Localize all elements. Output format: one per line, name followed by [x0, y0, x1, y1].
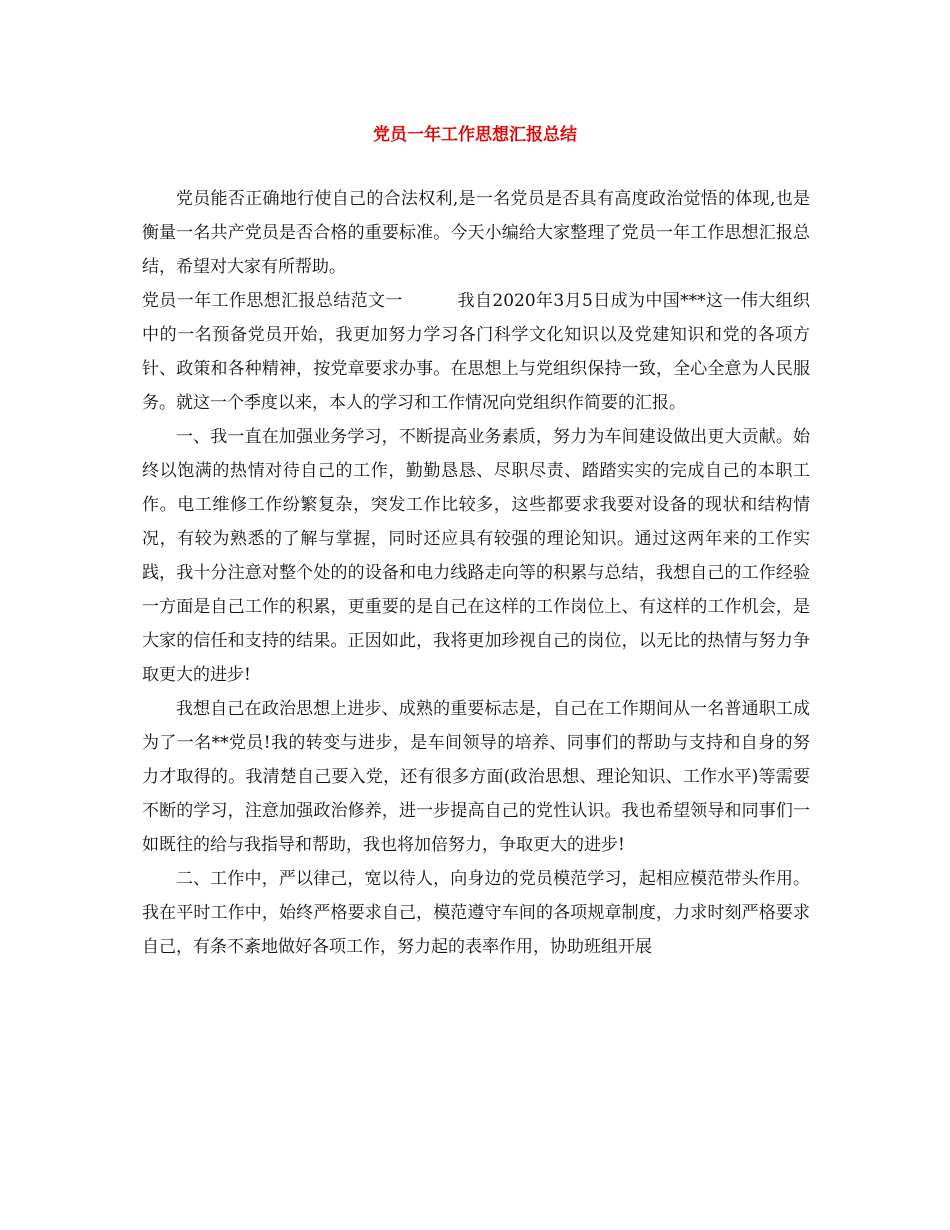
section-heading: 党员一年工作思想汇报总结范文一	[142, 291, 403, 311]
paragraph-3: 二、工作中，严以律己，宽以待人，向身边的党员模范学习，起相应模范带头作用。我在平时工作中，始终严格要求自己，模范遵守车间的各项规章制度，力求时刻严格要求自己，有条不紊地做好各项工作，努力起的表率作用，协助班组开展	[142, 869, 810, 957]
document-body	[142, 182, 810, 964]
document-title: 党员一年工作思想汇报总结	[373, 125, 577, 145]
section-first-paragraph: 我自2020年3月5日成为中国***这一伟大组织中的一名预备党员开始，我更加努力学习各门科学文化知识以及党建知识和党的各项方针、政策和各种精神，按党章要求办事。在思想上与党组织保持一致，全心全意为人民服务。就这一个季度以来，本人的学习和工作情况向党组织作简要的汇报。	[142, 291, 810, 413]
paragraph-2: 我想自己在政治思想上进步、成熟的重要标志是，自己在工作期间从一名普通职工成为了一名**党员!我的转变与进步，是车间领导的培养、同事们的帮助与支持和自身的努力才取得的。我清楚自己要入党，还有很多方面(政治思想、理论知识、工作水平)等需要不断的学习，注意加强政治修养，进一步提高自己的党性认识。我也希望领导和同事们一如既往的给与我指导和帮助，我也将加倍努力，争取更大的进步!	[142, 699, 810, 855]
section-paragraph	[142, 284, 810, 420]
intro-paragraph: 党员能否正确地行使自己的合法权利,是一名党员是否具有高度政治觉悟的体现,也是衡量一名共产党员是否合格的重要标准。今天小编给大家整理了党员一年工作思想汇报总结，希望对大家有所帮助。	[142, 189, 810, 277]
paragraph-1: 一、我一直在加强业务学习，不断提高业务素质，努力为车间建设做出更大贡献。始终以饱满的热情对待自己的工作，勤勤恳恳、尽职尽责、踏踏实实的完成自己的本职工作。电工维修工作纷繁复杂，突发工作比较多，这些都要求我要对设备的现状和结构情况，有较为熟悉的了解与掌握，同时还应具有较强的理论知识。通过这两年来的工作实践，我十分注意对整个处的的设备和电力线路走向等的积累与总结，我想自己的工作经验一方面是自己工作的积累，更重要的是自己在这样的工作岗位上、有这样的工作机会，是大家的信任和支持的结果。正因如此，我将更加珍视自己的岗位，以无比的热情与努力争取更大的进步!	[142, 427, 810, 685]
